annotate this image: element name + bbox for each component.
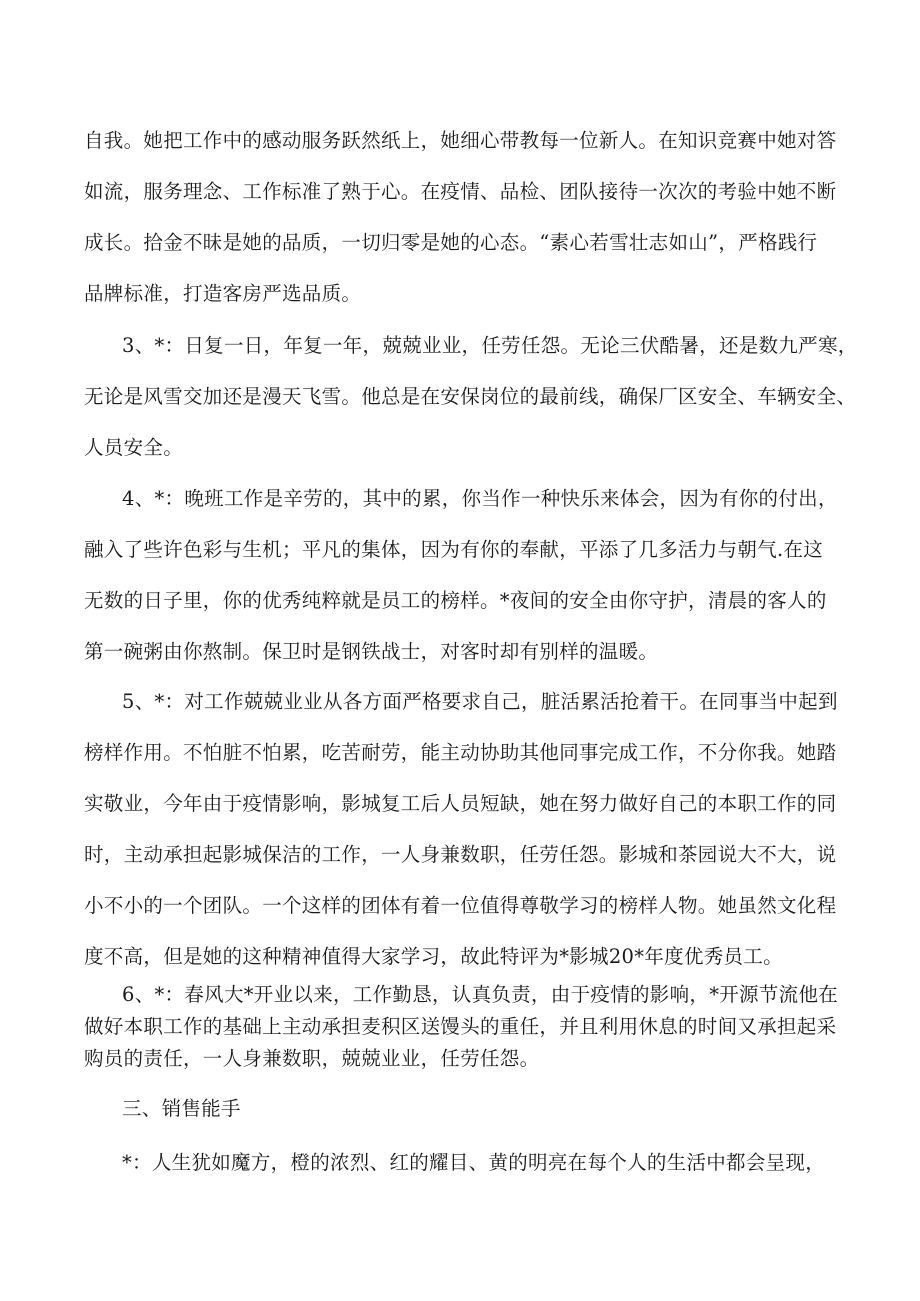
text-line: 4、*：晚班工作是辛劳的，其中的累，你当作一种快乐来体会，因为有你的付出，	[122, 487, 838, 510]
paragraph-item-6	[84, 979, 844, 1075]
text-line: 时，主动承担起影城保洁的工作，一人身兼数职，任劳任怨。影城和茶园说大不大，说	[84, 843, 837, 866]
text-line: 6、*：春风大*开业以来，工作勤恳，认真负责，由于疫情的影响，*开源节流他在	[122, 983, 839, 1006]
text-line: 人员安全。	[84, 436, 184, 459]
text-line: 成长。拾金不昧是她的品质，一切归零是她的心态。“素心若雪壮志如山”，严格践行	[84, 231, 818, 254]
text-line: 品牌标准，打造客房严选品质。	[84, 282, 362, 305]
text-line: 榜样作用。不怕脏不怕累，吃苦耐劳，能主动协助其他同事完成工作，不分你我。她踏	[84, 741, 837, 764]
text-line: 度不高，但是她的这种精神值得大家学习，故此特评为*影城20*年度优秀员工。	[84, 945, 783, 968]
paragraph-sales-intro	[84, 1147, 844, 1179]
paragraph-item-4	[84, 473, 844, 677]
section-heading-sales	[84, 1093, 844, 1125]
text-line: 第一碗粥由你熬制。保卫时是钢铁战士，对客时却有别样的温暖。	[84, 640, 659, 663]
text-line: 无数的日子里，你的优秀纯粹就是员工的榜样。*夜间的安全由你守护，清晨的客人的	[84, 589, 827, 612]
section-heading-text: 三、销售能手	[122, 1097, 241, 1120]
text-line: 融入了些许色彩与生机；平凡的集体，因为有你的奉献，平添了几多活力与朝气.在这	[84, 538, 824, 561]
paragraph-item-3	[84, 320, 858, 473]
text-line: 3、*：日复一日，年复一年，兢兢业业，任劳任怨。无论三伏酷暑，还是数九严寒，	[122, 334, 858, 357]
text-line: 如流，服务理念、工作标准了熟于心。在疫情、品检、团队接待一次次的考验中她不断	[84, 180, 837, 203]
text-line: 无论是风雪交加还是漫天飞雪。他总是在安保岗位的最前线，确保厂区安全、车辆安全、	[84, 385, 857, 408]
text-line: 自我。她把工作中的感动服务跃然纸上，她细心带教每一位新人。在知识竞赛中她对答	[84, 129, 837, 152]
text-line: 小不小的一个团队。一个这样的团体有着一位值得尊敬学习的榜样人物。她虽然文化程	[84, 894, 837, 917]
paragraph-intro-continuation	[84, 115, 844, 319]
text-line: *：人生犹如魔方，橙的浓烈、红的耀目、黄的明亮在每个人的生活中都会呈现，	[122, 1151, 826, 1174]
text-line: 购员的责任，一人身兼数职，兢兢业业，任劳任怨。	[84, 1047, 540, 1070]
paragraph-item-5	[84, 676, 844, 982]
text-line: 做好本职工作的基础上主动承担麦积区送馒头的重任，并且利用休息的时间又承担起采	[84, 1015, 837, 1038]
text-line: 实敬业，今年由于疫情影响，影城复工后人员短缺，她在努力做好自己的本职工作的同	[84, 792, 837, 815]
text-line: 5、*：对工作兢兢业业从各方面严格要求自己，脏活累活抢着干。在同事当中起到	[122, 690, 838, 713]
